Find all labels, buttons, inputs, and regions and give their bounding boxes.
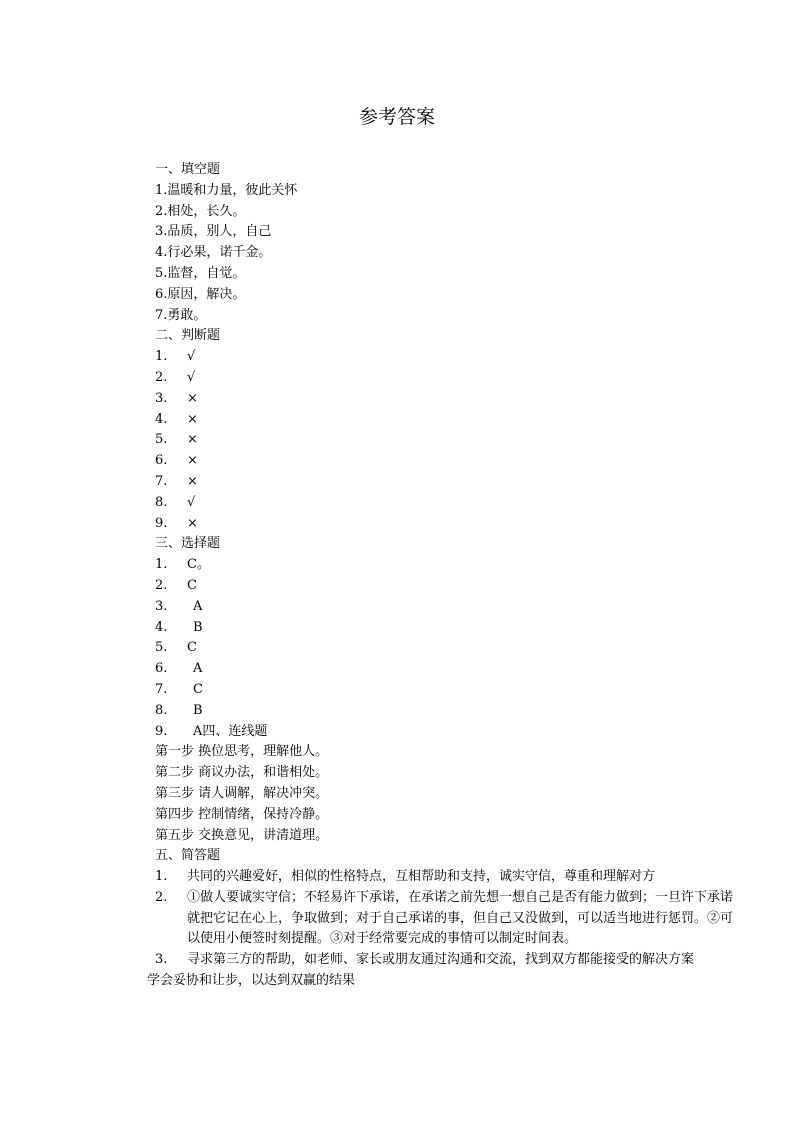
section-heading-multiple-choice: 三、选择题 xyxy=(155,536,221,552)
list-item: 1.温暖和力量，彼此关怀 xyxy=(155,182,298,198)
choice-answer: A xyxy=(193,661,203,677)
item-number: 7. xyxy=(155,681,168,697)
list-item: 5.监督，自觉。 xyxy=(155,265,246,281)
choice-answer: A xyxy=(193,723,203,739)
list-item xyxy=(155,368,735,389)
item-number: 4. xyxy=(155,619,168,635)
short-answer-item xyxy=(155,950,735,971)
matching-step: 第一步 换位思考，理解他人。 xyxy=(155,744,329,760)
list-item xyxy=(155,722,735,743)
list-item xyxy=(155,576,735,597)
check-mark: √ xyxy=(187,494,196,510)
choice-answer: C。 xyxy=(187,557,210,573)
section-heading-short-answer: 五、简答题 xyxy=(155,848,221,864)
matching-step: 第五步 交换意见，讲清道理。 xyxy=(155,827,329,843)
list-item xyxy=(155,659,735,680)
item-number: 1. xyxy=(155,349,168,365)
short-answer-text: ①做人要诚实守信；不轻易许下承诺，在承诺之前先想一想自己是否有能力做到；一旦许下承诺就把它记在心上，争取做到；对于自己承诺的事，但自己又没做到，可以适当地进行惩罚。②可以使用小便签时刻提醒。③对于经常要完成的事情可以制定时间表。 xyxy=(187,889,734,947)
item-number: 1. xyxy=(155,557,168,573)
choice-answer: C xyxy=(193,681,203,697)
item-number: 6. xyxy=(155,453,168,469)
list-item xyxy=(155,389,735,410)
list-item xyxy=(155,701,735,722)
list-item xyxy=(155,410,735,431)
list-item: 3.品质，别人，自己 xyxy=(155,224,272,240)
cross-mark: × xyxy=(187,432,198,448)
item-number: 2. xyxy=(155,577,168,593)
list-item xyxy=(155,618,735,639)
page-title: 参考答案 xyxy=(358,106,435,128)
choice-answer: B xyxy=(193,619,203,635)
cross-mark: × xyxy=(187,473,198,489)
list-item: 4.行必果，诺千金。 xyxy=(155,245,272,261)
short-answer-text: 共同的兴趣爱好，相似的性格特点，互相帮助和支持，诚实守信，尊重和理解对方 xyxy=(187,869,656,885)
item-number: 1. xyxy=(155,869,168,885)
cross-mark: × xyxy=(187,390,198,406)
list-item xyxy=(155,597,735,618)
item-number: 8. xyxy=(155,494,168,510)
item-number: 3. xyxy=(155,390,168,406)
item-number: 8. xyxy=(155,702,168,718)
list-item xyxy=(155,680,735,701)
item-number: 7. xyxy=(155,473,168,489)
item-number: 6. xyxy=(155,661,168,677)
list-item xyxy=(155,347,735,368)
item-number: 3. xyxy=(155,598,168,614)
item-number: 2. xyxy=(155,369,168,385)
item-number: 2. xyxy=(155,889,168,905)
item-number: 5. xyxy=(155,640,168,656)
choice-answer: B xyxy=(193,702,203,718)
list-item xyxy=(155,451,735,472)
cross-mark: × xyxy=(187,411,198,427)
choice-answer: A xyxy=(193,598,203,614)
cross-mark: × xyxy=(187,453,198,469)
list-item: 2.相处，长久。 xyxy=(155,203,246,219)
short-answer-text: 寻求第三方的帮助，如老师、家长或朋友通过沟通和交流，找到双方都能接受的解决方案 xyxy=(187,952,695,968)
answer-content xyxy=(147,160,735,992)
short-answer-tail: 学会妥协和让步，以达到双赢的结果 xyxy=(147,973,356,989)
item-number: 4. xyxy=(155,411,168,427)
section-heading-matching: 四、连线题 xyxy=(202,723,268,739)
check-mark: √ xyxy=(187,369,196,385)
matching-step: 第三步 请人调解，解决冲突。 xyxy=(155,785,329,801)
section-heading-fill-blank: 一、填空题 xyxy=(155,162,221,177)
item-number: 9. xyxy=(155,515,168,531)
section-heading-true-false: 二、判断题 xyxy=(155,328,221,344)
list-item xyxy=(155,493,735,514)
cross-mark: × xyxy=(187,515,198,531)
list-item xyxy=(155,514,735,535)
short-answer-item xyxy=(155,867,735,888)
item-number: 5. xyxy=(155,432,168,448)
choice-answer: C xyxy=(187,640,197,656)
list-item: 7.勇敢。 xyxy=(155,307,207,323)
list-item xyxy=(155,638,735,659)
list-item: 6.原因，解决。 xyxy=(155,286,246,302)
item-number: 9. xyxy=(155,723,168,739)
check-mark: √ xyxy=(187,349,196,365)
list-item xyxy=(155,555,735,576)
matching-step: 第四步 控制情绪，保持冷静。 xyxy=(155,806,329,822)
list-item xyxy=(155,472,735,493)
choice-answer: C xyxy=(187,577,197,593)
matching-step: 第二步 商议办法，和谐相处。 xyxy=(155,765,329,781)
item-number: 3. xyxy=(155,952,168,968)
list-item xyxy=(155,430,735,451)
short-answer-item xyxy=(155,888,735,950)
